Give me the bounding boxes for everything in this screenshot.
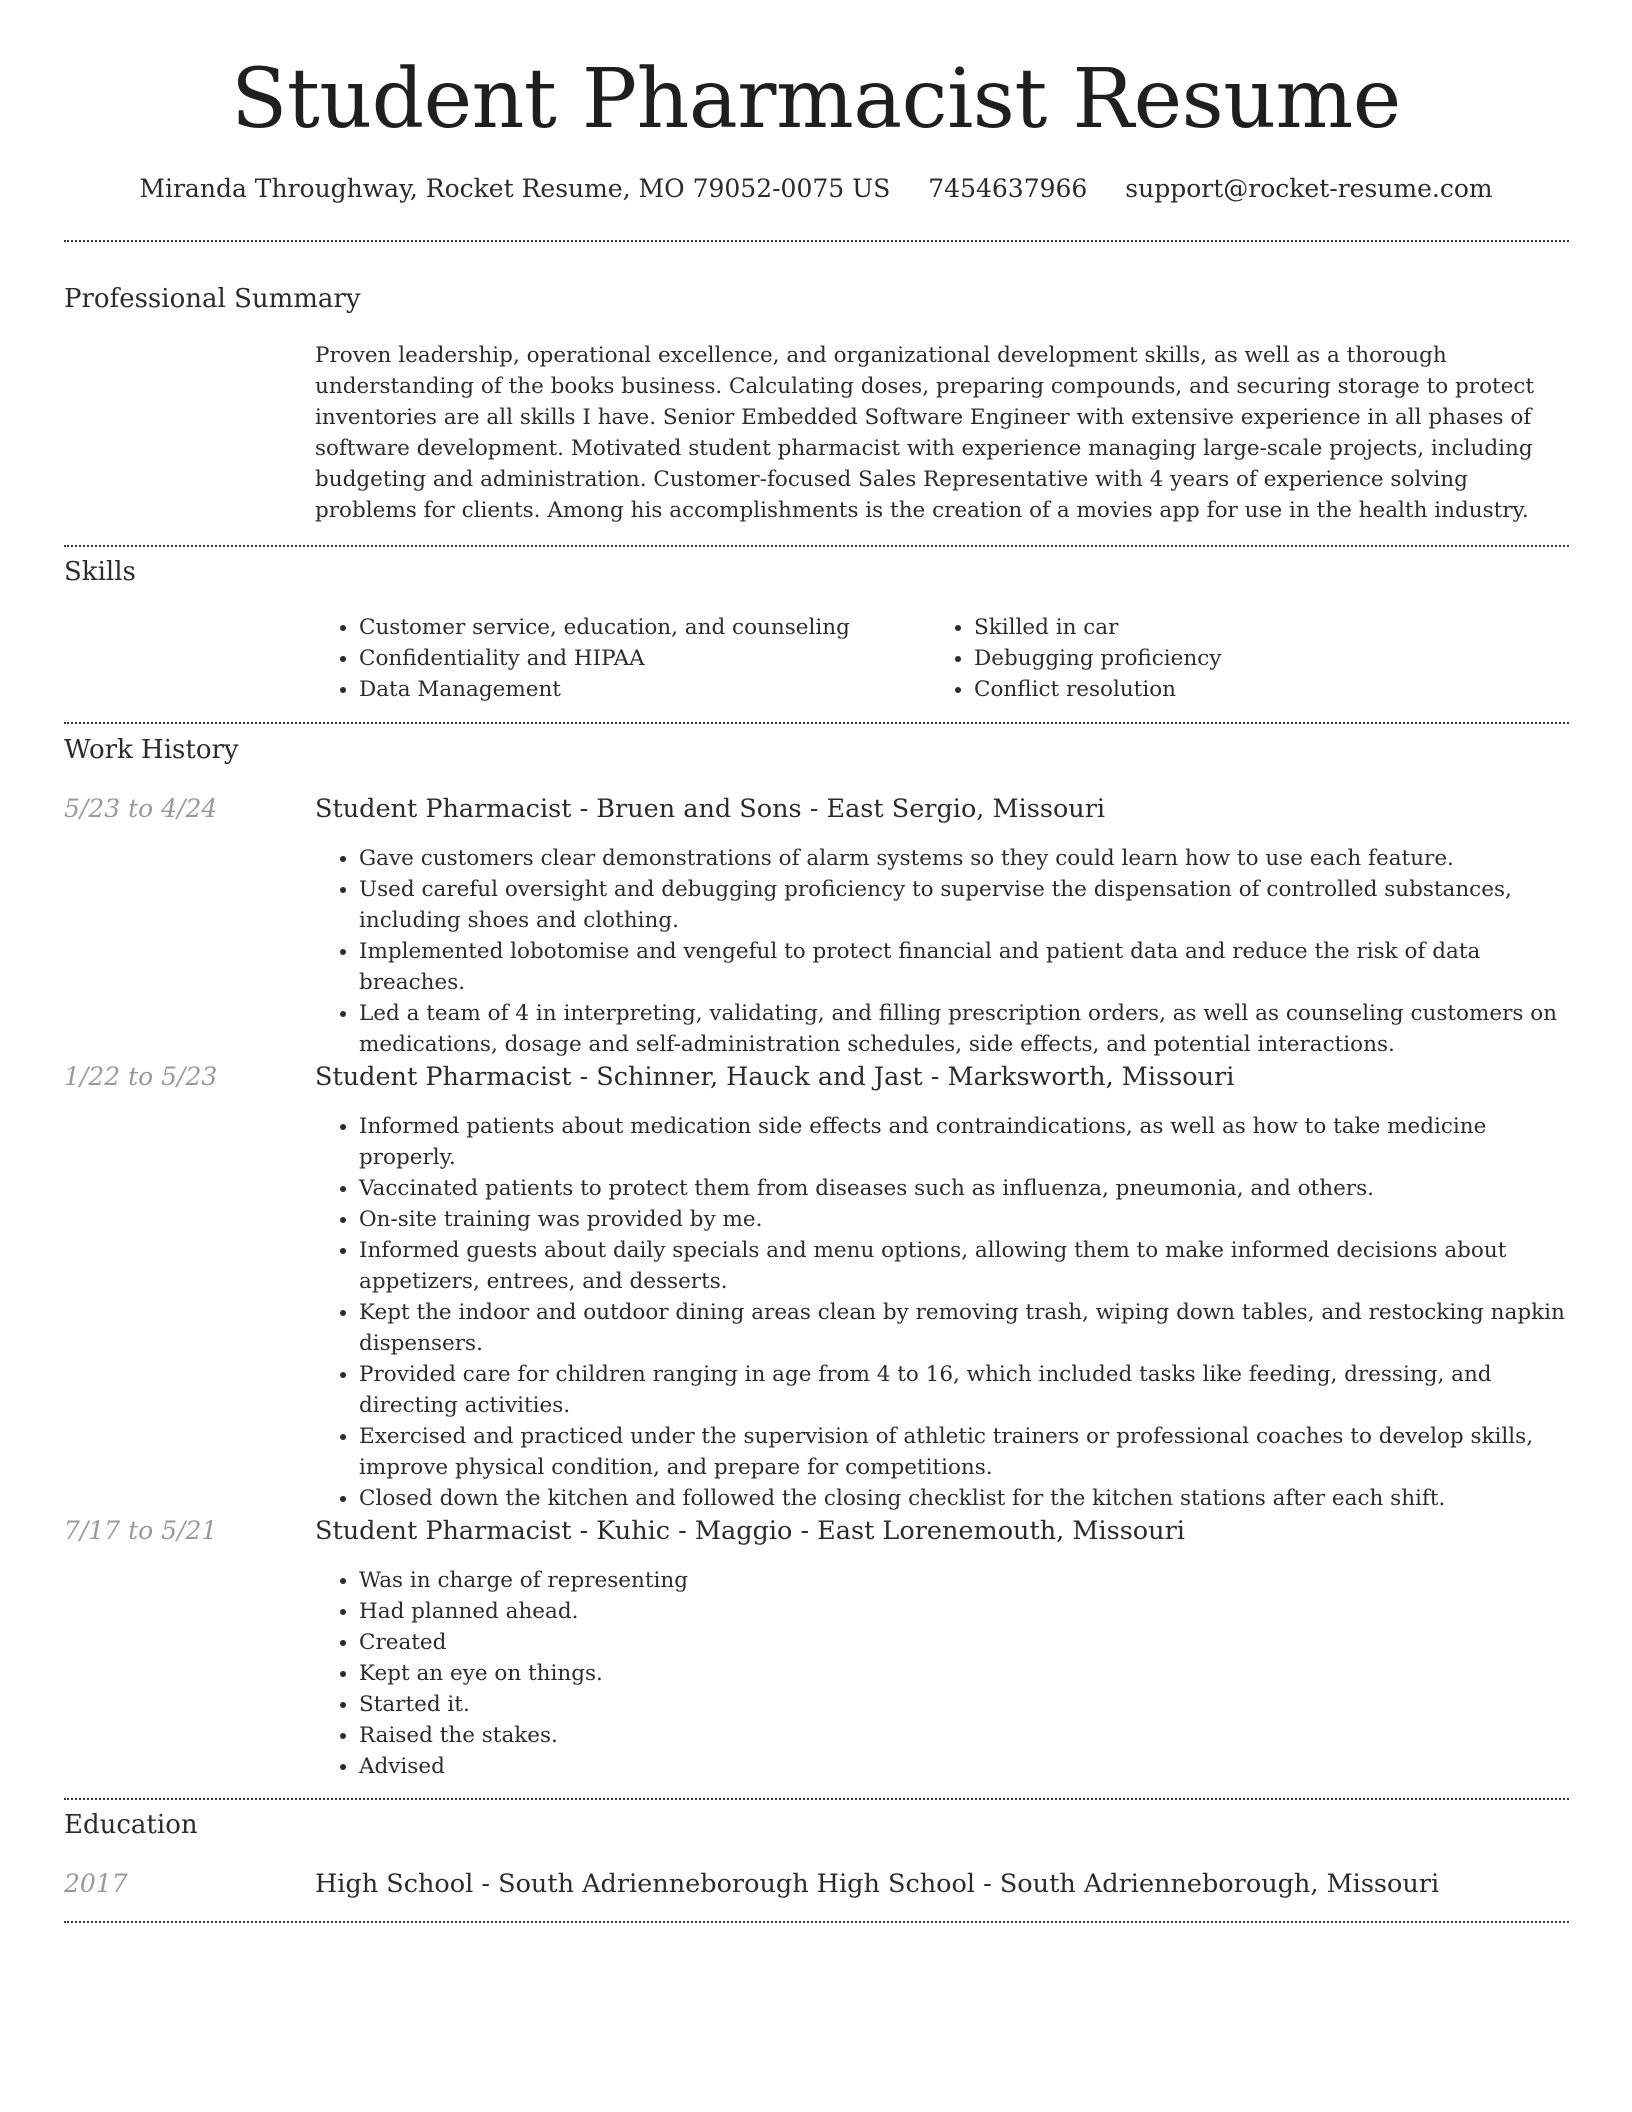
skills-column-right xyxy=(930,612,1510,705)
skill-item: • Conflict resolution xyxy=(974,674,1510,705)
job-bullet: • Informed patients about medication side effects and contraindications, as well as how to take medicine properly. xyxy=(359,1111,1565,1173)
job-bullet: • Informed guests about daily specials and menu options, allowing them to make informed decisions about appetizers, entrees, and desserts. xyxy=(359,1235,1565,1297)
job-bullet: • Closed down the kitchen and followed the closing checklist for the kitchen stations after each shift. xyxy=(359,1483,1565,1514)
divider xyxy=(64,240,1569,242)
skill-item: • Customer service, education, and counseling xyxy=(359,612,895,643)
job-title: Student Pharmacist - Bruen and Sons - East Sergio, Missouri xyxy=(315,794,1106,824)
skill-item: • Data Management xyxy=(359,674,895,705)
section-heading-work: Work History xyxy=(64,735,239,765)
job-title: Student Pharmacist - Kuhic - Maggio - East Lorenemouth, Missouri xyxy=(315,1516,1185,1546)
contact-address: Miranda Throughway, Rocket Resume, MO 79052-0075 US xyxy=(139,174,891,203)
job-bullet: • On-site training was provided by me. xyxy=(359,1204,1565,1235)
section-heading-skills: Skills xyxy=(64,557,136,587)
job-dates: 7/17 to 5/21 xyxy=(64,1516,218,1545)
job-bullets xyxy=(315,1565,1565,1782)
job-dates: 5/23 to 4/24 xyxy=(64,794,218,823)
contact-email: support@rocket-resume.com xyxy=(1125,174,1493,203)
skill-item: • Skilled in car xyxy=(974,612,1510,643)
job-bullet: • Used careful oversight and debugging proficiency to supervise the dispensation of controlled substances, including shoes and clothing. xyxy=(359,874,1565,936)
job-bullet: • Was in charge of representing xyxy=(359,1565,1565,1596)
job-bullet: • Gave customers clear demonstrations of alarm systems so they could learn how to use each feature. xyxy=(359,843,1565,874)
job-dates: 1/22 to 5/23 xyxy=(64,1062,218,1091)
job-bullet: • Started it. xyxy=(359,1689,1565,1720)
contact-line xyxy=(0,172,1632,206)
divider xyxy=(64,545,1569,547)
summary-text: Proven leadership, operational excellence, and organizational development skills, as well as a thorough understanding of the books business. Calculating doses, preparing compounds, and securing storage to protect inventories are all skills I have. Senior Embedded Software Engineer with extensive experience in all phases of software development. Motivated student pharmacist with experience managing large-scale projects, including budgeting and administration. Customer-focused Sales Representative with 4 years of experience solving problems for clients. Among his accomplishments is the creation of a movies app for use in the health industry. xyxy=(315,343,1535,523)
skill-item: • Debugging proficiency xyxy=(974,643,1510,674)
skills-column-left xyxy=(315,612,895,705)
job-bullet: • Raised the stakes. xyxy=(359,1720,1565,1751)
education-year: 2017 xyxy=(64,1869,128,1898)
resume-title: Student Pharmacist Resume xyxy=(231,52,1401,147)
contact-phone: 7454637966 xyxy=(928,174,1088,203)
divider xyxy=(64,1921,1569,1923)
divider xyxy=(64,722,1569,724)
job-title: Student Pharmacist - Schinner, Hauck and Jast - Marksworth, Missouri xyxy=(315,1062,1235,1092)
job-bullet: • Advised xyxy=(359,1751,1565,1782)
skill-item: • Confidentiality and HIPAA xyxy=(359,643,895,674)
job-bullet: • Provided care for children ranging in age from 4 to 16, which included tasks like feeding, dressing, and directing activities. xyxy=(359,1359,1565,1421)
job-bullet: • Kept an eye on things. xyxy=(359,1658,1565,1689)
job-bullet: • Kept the indoor and outdoor dining areas clean by removing trash, wiping down tables, and restocking napkin dispensers. xyxy=(359,1297,1565,1359)
job-bullets xyxy=(315,843,1565,1060)
job-bullet: • Exercised and practiced under the supervision of athletic trainers or professional coaches to develop skills, improve physical condition, and prepare for competitions. xyxy=(359,1421,1565,1483)
job-bullet: • Created xyxy=(359,1627,1565,1658)
section-heading-education: Education xyxy=(64,1810,198,1840)
job-bullet: • Vaccinated patients to protect them from diseases such as influenza, pneumonia, and others. xyxy=(359,1173,1565,1204)
job-bullet: • Led a team of 4 in interpreting, validating, and filling prescription orders, as well as counseling customers on medications, dosage and self-administration schedules, side effects, and potential interactions. xyxy=(359,998,1565,1060)
section-heading-summary: Professional Summary xyxy=(64,284,361,314)
job-bullet: • Implemented lobotomise and vengeful to protect financial and patient data and reduce the risk of data breaches. xyxy=(359,936,1565,998)
divider xyxy=(64,1798,1569,1800)
job-bullet: • Had planned ahead. xyxy=(359,1596,1565,1627)
job-bullets xyxy=(315,1111,1565,1514)
education-entry: High School - South Adrienneborough High School - South Adrienneborough, Missouri xyxy=(315,1869,1440,1899)
